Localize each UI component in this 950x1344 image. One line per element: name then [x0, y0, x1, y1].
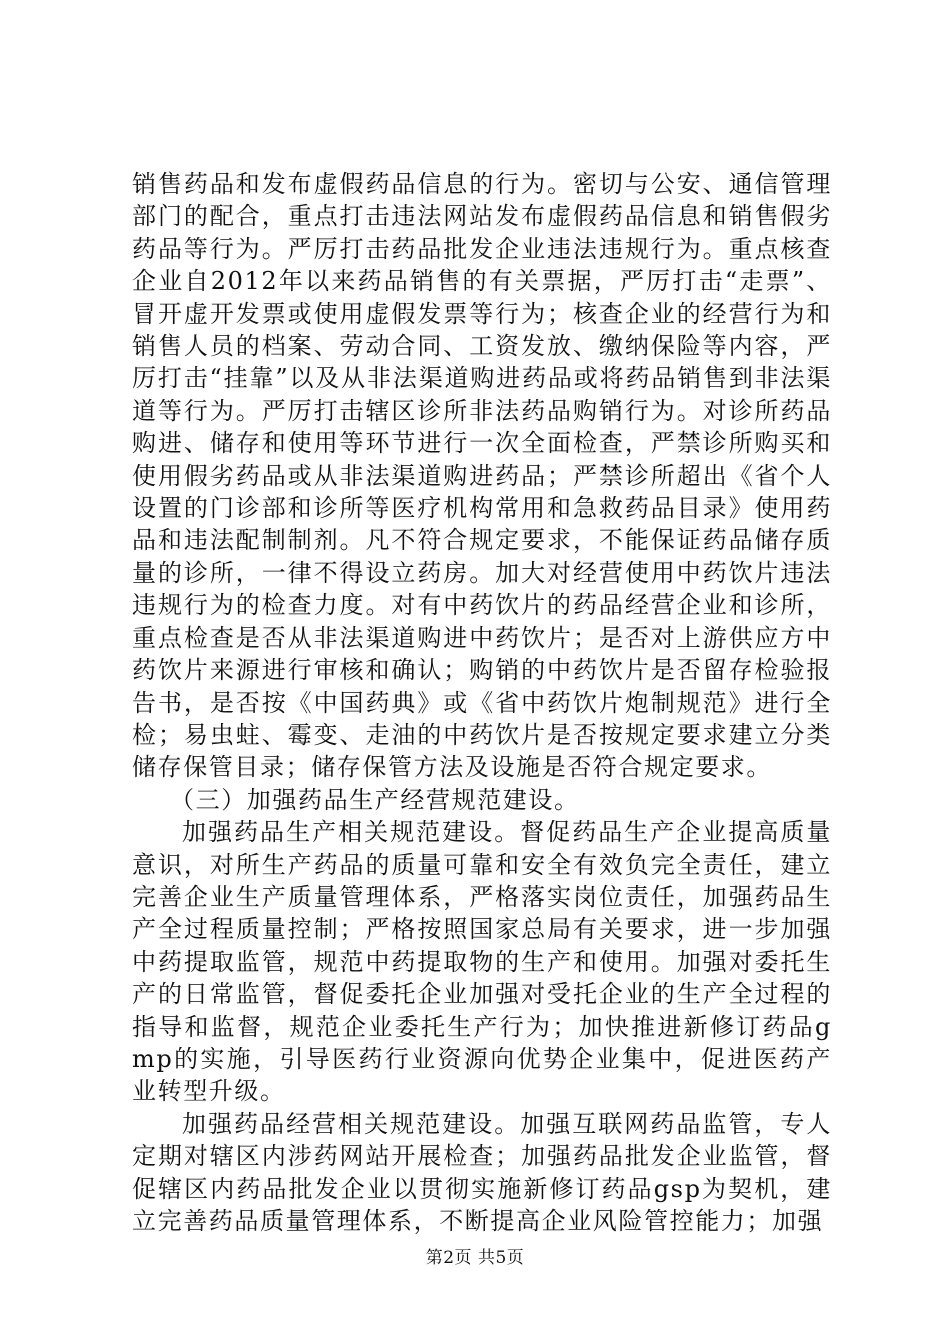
page-number-footer: 第2页 共5页	[425, 1248, 525, 1268]
section-heading: （三）加强药品生产经营规范建设。	[170, 785, 580, 814]
body-text	[132, 168, 832, 1237]
paragraph-drug-enforcement: 销售药品和发布虚假药品信息的行为。密切与公安、通信管理部门的配合，重点打击违法网站发布虚假药品信息和销售假劣药品等行为。严厉打击药品批发企业违法违规行为。重点核查企业自2012年以来药品销售的有关票据，严厉打击“走票”、冒开虚开发票或使用虚假发票等行为；核查企业的经营行为和销售人员的档案、劳动合同、工资发放、缴纳保险等内容，严厉打击“挂靠”以及从非法渠道购进药品或将药品销售到非法渠道等行为。严厉打击辖区诊所非法药品购销行为。对诊所药品购进、储存和使用等环节进行一次全面检查，严禁诊所购买和使用假劣药品或从非法渠道购进药品；严禁诊所超出《省个人设置的门诊部和诊所等医疗机构常用和急救药品目录》使用药品和违法配制制剂。凡不符合规定要求，不能保证药品储存质量的诊所，一律不得设立药房。加大对经营使用中药饮片违法违规行为的检查力度。对有中药饮片的药品经营企业和诊所，重点检查是否从非法渠道购进中药饮片；是否对上游供应方中药饮片来源进行审核和确认；购销的中药饮片是否留存检验报告书，是否按《中国药典》或《省中药饮片炮制规范》进行全检；易虫蛀、霉变、走油的中药饮片是否按规定要求建立分类储存保管目录；储存保管方法及设施是否符合规定要求。	[132, 170, 832, 782]
paragraph-production-norms: 加强药品生产相关规范建设。督促药品生产企业提高质量意识，对所生产药品的质量可靠和安全有效负完全责任，建立完善企业生产质量管理体系，严格落实岗位责任，加强药品生产全过程质量控制；严格按照国家总局有关要求，进一步加强中药提取监管，规范中药提取物的生产和使用。加强对委托生产的日常监管，督促委托企业加强对受托企业的生产全过程的指导和监督，规范企业委托生产行为；加快推进新修订药品gmp的实施，引导医药行业资源向优势企业集中，促进医药产业转型升级。	[132, 818, 832, 1106]
paragraph-distribution-norms: 加强药品经营相关规范建设。加强互联网药品监管，专人定期对辖区内涉药网站开展检查；加强药品批发企业监管，督促辖区内药品批发企业以贯彻实施新修订药品gsp为契机，建立完善药品质量管理体系，不断提高企业风险管控能力；加强	[132, 1109, 832, 1235]
